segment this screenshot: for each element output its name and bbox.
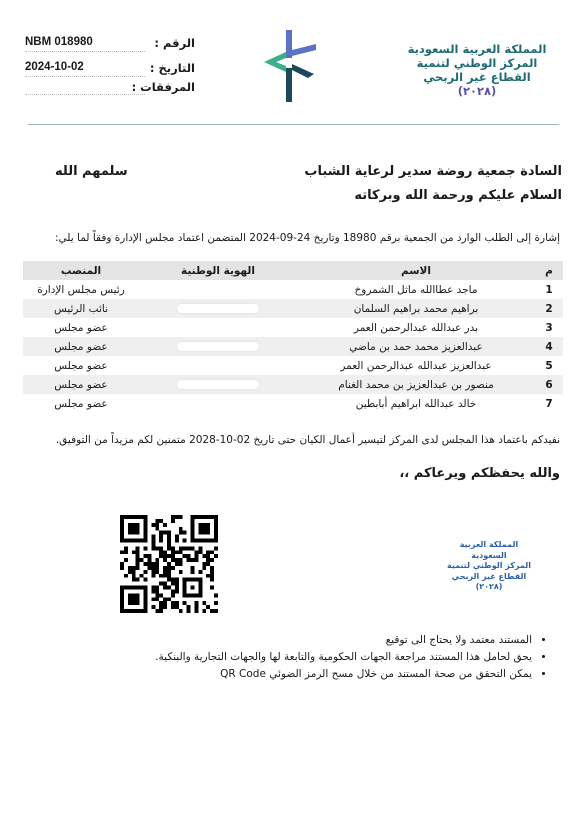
qr-module — [159, 546, 163, 550]
qr-module — [159, 539, 163, 543]
qr-module — [171, 550, 175, 554]
table-row — [23, 280, 563, 299]
qr-module — [202, 609, 206, 613]
qr-module — [171, 582, 175, 586]
qr-module — [187, 546, 191, 550]
qr-module — [155, 566, 159, 570]
qr-module — [151, 539, 155, 543]
qr-module — [194, 550, 198, 554]
organization-header — [402, 42, 552, 98]
qr-module — [147, 566, 151, 570]
qr-module — [214, 601, 218, 605]
qr-module — [206, 558, 210, 562]
qr-module — [155, 562, 159, 566]
qr-module — [120, 566, 124, 570]
qr-module — [187, 605, 191, 609]
org-line-2: المركز الوطني لتنمية — [416, 56, 538, 70]
qr-module — [128, 566, 132, 570]
qr-module — [163, 570, 167, 574]
reference-number-value: NBM 018980 — [25, 36, 93, 48]
official-stamp — [447, 540, 531, 593]
qr-module — [128, 570, 132, 574]
qr-module — [167, 578, 171, 582]
qr-module — [179, 546, 183, 550]
qr-module — [163, 566, 167, 570]
qr-module — [159, 574, 163, 578]
qr-module — [144, 578, 148, 582]
greeting: السلام عليكم ورحمة الله وبركاته — [354, 188, 562, 203]
qr-module — [147, 554, 151, 558]
qr-module — [175, 535, 179, 539]
qr-module — [136, 578, 140, 582]
qr-module — [136, 550, 140, 554]
attachments-row — [25, 80, 195, 96]
qr-module — [171, 578, 175, 582]
org-year: (٢٠٢٨) — [457, 84, 497, 98]
note-item: • المستند معتمد ولا يحتاج الى توقيع — [52, 632, 532, 649]
qr-module — [136, 546, 140, 550]
qr-module — [167, 566, 171, 570]
qr-module — [159, 593, 163, 597]
qr-module — [144, 570, 148, 574]
national-id-cell — [139, 318, 297, 337]
qr-module — [202, 601, 206, 605]
qr-module — [202, 554, 206, 558]
qr-module — [175, 539, 179, 543]
qr-module — [155, 597, 159, 601]
stamp-line-3: القطاع غير الربحي — [451, 571, 527, 581]
qr-module — [210, 578, 214, 582]
header-divider — [28, 124, 559, 125]
row-number: 2 — [535, 299, 563, 318]
national-id-cell — [139, 394, 297, 413]
logo-bottom-stroke — [286, 68, 292, 102]
row-number: 6 — [535, 375, 563, 394]
qr-module — [194, 601, 198, 605]
qr-module — [175, 586, 179, 590]
qr-module — [155, 527, 159, 531]
qr-module — [206, 554, 210, 558]
reference-number-underline — [25, 51, 145, 52]
qr-module — [167, 546, 171, 550]
qr-module — [198, 546, 202, 550]
qr-module — [159, 605, 163, 609]
qr-module — [171, 554, 175, 558]
stamp-year: (٢٠٢٨) — [475, 582, 503, 591]
qr-module — [151, 597, 155, 601]
qr-module — [210, 566, 214, 570]
row-number: 4 — [535, 337, 563, 356]
redacted-id-mask — [177, 342, 259, 351]
qr-module — [151, 562, 155, 566]
qr-module — [144, 562, 148, 566]
qr-module — [171, 546, 175, 550]
qr-module — [120, 562, 124, 566]
qr-code-icon — [120, 515, 218, 613]
qr-module — [179, 562, 183, 566]
farewell: والله يحفظكم ويرعاكم ،، — [399, 466, 560, 481]
qr-module — [167, 542, 171, 546]
stamp-line-2: المركز الوطني لتنمية — [447, 561, 531, 570]
qr-module — [163, 597, 167, 601]
qr-module — [167, 597, 171, 601]
document-notes — [52, 632, 548, 683]
qr-module — [155, 546, 159, 550]
national-id-cell — [139, 375, 297, 394]
date-row — [25, 61, 195, 77]
qr-module — [214, 609, 218, 613]
qr-module — [187, 554, 191, 558]
qr-module — [194, 605, 198, 609]
member-name: خالد عبدالله ابراهيم أبابطين — [355, 397, 477, 410]
table-row — [23, 337, 563, 356]
qr-module — [151, 570, 155, 574]
qr-module — [124, 574, 128, 578]
qr-module — [210, 574, 214, 578]
qr-module — [151, 523, 155, 527]
qr-module — [159, 535, 163, 539]
note-item: • يحق لحامل هذا المستند مراجعة الجهات الحكومية والتابعة لها والجهات التجارية والبنكية. — [52, 649, 532, 666]
qr-module — [151, 589, 155, 593]
row-number: 1 — [545, 283, 553, 296]
qr-module — [179, 527, 183, 531]
qr-module — [179, 609, 183, 613]
member-position: عضو مجلس — [23, 337, 139, 356]
qr-module — [179, 531, 183, 535]
national-id-cell — [139, 337, 297, 356]
reference-number-row — [25, 36, 195, 52]
qr-module — [171, 605, 175, 609]
qr-module — [163, 586, 167, 590]
qr-module — [132, 574, 136, 578]
qr-module — [159, 550, 163, 554]
qr-module — [214, 593, 218, 597]
qr-module — [124, 546, 128, 550]
logo-arrow — [264, 52, 286, 72]
member-position: عضو مجلس — [54, 359, 108, 372]
national-id-cell — [139, 299, 297, 318]
qr-module — [171, 601, 175, 605]
table-row — [23, 318, 563, 337]
header-name: الاسم — [297, 261, 535, 280]
qr-module — [167, 586, 171, 590]
qr-module — [167, 574, 171, 578]
qr-module — [147, 558, 151, 562]
qr-module — [210, 550, 214, 554]
qr-module — [191, 558, 195, 562]
qr-module — [198, 550, 202, 554]
qr-module — [140, 574, 144, 578]
member-position: رئيس مجلس الإدارة — [37, 283, 125, 296]
qr-module — [155, 609, 159, 613]
attachments-label: المرفقات : — [131, 80, 195, 94]
qr-module — [163, 582, 167, 586]
qr-module — [132, 570, 136, 574]
qr-module — [163, 550, 167, 554]
qr-module — [155, 519, 159, 523]
qr-module — [159, 601, 163, 605]
qr-module — [155, 523, 159, 527]
closing-paragraph: نفيدكم باعتماد هذا المجلس لدى المركز لتيسير أعمال الكيان حتى تاريخ 02-10-2028 متمنين لكم مزيداً من التوفيق. — [55, 434, 560, 446]
qr-module — [159, 554, 163, 558]
qr-module — [183, 554, 187, 558]
qr-module — [194, 554, 198, 558]
qr-module — [159, 582, 163, 586]
logo-bottom-arm — [292, 64, 314, 78]
qr-module — [194, 609, 198, 613]
qr-module — [187, 558, 191, 562]
qr-module — [206, 562, 210, 566]
header-position: المنصب — [23, 261, 139, 280]
qr-module — [194, 558, 198, 562]
member-name: منصور بن عبدالعزيز بن محمد الغنام — [297, 375, 535, 394]
qr-module — [136, 554, 140, 558]
qr-module — [183, 601, 187, 605]
qr-module — [179, 558, 183, 562]
qr-module — [210, 609, 214, 613]
stamp-line-1: المملكة العربية السعودية — [459, 540, 519, 560]
qr-module — [151, 586, 155, 590]
member-name: عبدالعزيز عبدالله عبدالرحمن العمر — [340, 359, 492, 372]
member-position: عضو مجلس — [54, 321, 108, 334]
qr-module — [175, 562, 179, 566]
member-name: بدر عبدالله عبدالرحمن العمر — [353, 321, 479, 334]
qr-module — [167, 535, 171, 539]
qr-module — [183, 546, 187, 550]
qr-module — [210, 558, 214, 562]
qr-module — [136, 558, 140, 562]
reference-number-label: الرقم : — [154, 36, 195, 50]
member-position: نائب الرئيس — [23, 299, 139, 318]
qr-module — [144, 554, 148, 558]
qr-module — [151, 566, 155, 570]
row-number: 5 — [545, 359, 553, 372]
qr-module — [179, 570, 183, 574]
member-name: عبدالعزيز محمد حمد بن ماضي — [297, 337, 535, 356]
note-item: • يمكن التحقق من صحة المستند من خلال مسح الرمز الضوئي QR Code — [52, 666, 532, 683]
qr-module — [155, 586, 159, 590]
center-logo-icon — [262, 28, 318, 104]
qr-module — [163, 605, 167, 609]
qr-module — [140, 558, 144, 562]
qr-module — [210, 586, 214, 590]
logo-top-arm — [292, 44, 316, 56]
qr-module — [132, 566, 136, 570]
qr-module — [155, 558, 159, 562]
qr-module — [155, 589, 159, 593]
qr-module — [163, 554, 167, 558]
qr-module — [171, 515, 175, 519]
addressee: السادة جمعية روضة سدير لرعاية الشباب — [304, 164, 562, 179]
qr-module — [167, 554, 171, 558]
date-underline — [25, 76, 145, 77]
qr-module — [163, 523, 167, 527]
row-number: 7 — [545, 397, 553, 410]
qr-module — [132, 578, 136, 582]
qr-module — [179, 515, 183, 519]
qr-module — [151, 605, 155, 609]
table-row — [23, 299, 563, 318]
table-header-row — [23, 261, 563, 280]
qr-module — [175, 605, 179, 609]
qr-module — [175, 582, 179, 586]
qr-module — [155, 570, 159, 574]
qr-module — [151, 542, 155, 546]
logo-top-stroke — [286, 30, 292, 58]
row-number: 3 — [545, 321, 553, 334]
qr-module — [124, 550, 128, 554]
qr-module — [187, 609, 191, 613]
org-line-1: المملكة العربية السعودية — [407, 42, 547, 56]
qr-module — [171, 589, 175, 593]
qr-module — [120, 550, 124, 554]
qr-module — [191, 570, 195, 574]
qr-module — [183, 539, 187, 543]
qr-module — [159, 519, 163, 523]
table-row — [23, 356, 563, 375]
qr-module — [175, 578, 179, 582]
qr-module — [202, 566, 206, 570]
qr-module — [175, 558, 179, 562]
qr-module — [167, 570, 171, 574]
qr-module — [124, 558, 128, 562]
member-name: ماجد عطاالله ماثل الشمروخ — [354, 283, 478, 296]
honorific: سلمهم الله — [55, 164, 128, 179]
redacted-id-mask — [177, 380, 259, 389]
qr-module — [171, 558, 175, 562]
qr-module — [175, 515, 179, 519]
qr-module — [210, 570, 214, 574]
qr-module — [163, 558, 167, 562]
qr-module — [171, 566, 175, 570]
qr-module — [159, 609, 163, 613]
qr-module — [136, 562, 140, 566]
qr-module — [151, 574, 155, 578]
national-id-cell — [139, 280, 297, 299]
table-row — [23, 375, 563, 394]
member-position: عضو مجلس — [54, 397, 108, 410]
qr-module — [159, 531, 163, 535]
qr-module — [179, 550, 183, 554]
intro-paragraph: إشارة إلى الطلب الوارد من الجمعية برقم 18980 وتاريخ 24-09-2024 المتضمن اعتماد مجلس الإدارة وفقاً لما يلي: — [54, 232, 560, 244]
qr-module — [175, 589, 179, 593]
qr-module — [198, 570, 202, 574]
member-name: براهيم محمد براهيم السلمان — [297, 299, 535, 318]
member-position: عضو مجلس — [23, 375, 139, 394]
qr-module — [191, 566, 195, 570]
qr-module — [147, 562, 151, 566]
table-row — [23, 394, 563, 413]
national-id-cell — [139, 356, 297, 375]
board-members-table — [23, 261, 563, 413]
qr-module — [167, 531, 171, 535]
redacted-id-mask — [177, 304, 259, 313]
qr-module — [163, 601, 167, 605]
qr-module — [151, 535, 155, 539]
qr-module — [214, 554, 218, 558]
qr-module — [167, 562, 171, 566]
qr-module — [214, 546, 218, 550]
qr-module — [206, 574, 210, 578]
qr-module — [206, 550, 210, 554]
qr-module — [167, 539, 171, 543]
qr-module — [132, 550, 136, 554]
qr-module — [175, 601, 179, 605]
qr-module — [191, 546, 195, 550]
qr-module — [163, 574, 167, 578]
qr-module — [144, 546, 148, 550]
org-line-3: القطاع غير الربحي — [423, 70, 531, 84]
qr-module — [206, 605, 210, 609]
qr-module — [202, 562, 206, 566]
attachments-underline — [25, 94, 145, 95]
date-value: 2024-10-02 — [25, 61, 84, 73]
header-national-id: الهوية الوطنية — [139, 261, 297, 280]
qr-module — [175, 550, 179, 554]
qr-module — [171, 593, 175, 597]
qr-module — [163, 531, 167, 535]
qr-module — [136, 566, 140, 570]
header-number: م — [535, 261, 563, 280]
qr-module — [151, 546, 155, 550]
qr-module — [171, 519, 175, 523]
date-label: التاريخ : — [149, 61, 195, 75]
qr-module — [155, 593, 159, 597]
qr-module — [183, 531, 187, 535]
